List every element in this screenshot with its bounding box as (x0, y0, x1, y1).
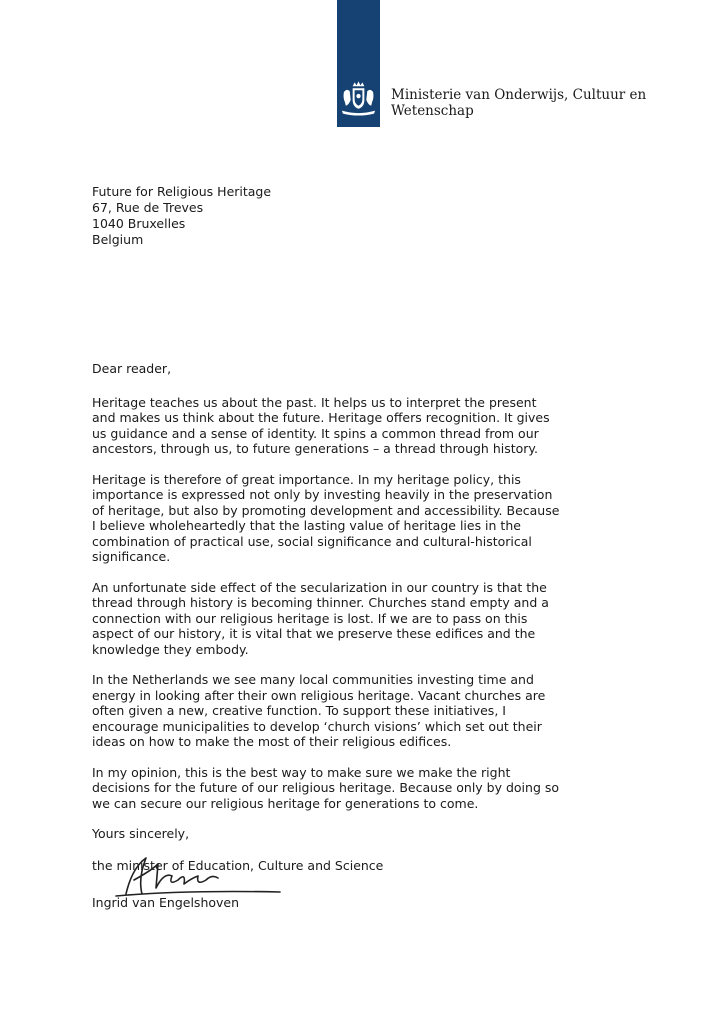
coat-of-arms-icon (339, 78, 378, 118)
ministry-name-line2: Wetenschap (391, 103, 474, 119)
ministry-name (391, 87, 646, 119)
ministry-logo-bar (337, 0, 380, 127)
signer-name: Ingrid van Engelshoven (92, 895, 240, 910)
ministry-name-line1: Ministerie van Onderwijs, Cultuur en (391, 87, 647, 103)
paragraph-2: Heritage is therefore of great importance. In my heritage policy, this importance is expressed not only by investing heavily in the preservation of heritage, but also by promoting development and accessibility. Because I believe wholeheartedly that the lasting value of heritage lies in the combination of practical use, social significance and cultural-historical significance. (92, 471, 560, 564)
address-line-2: 67, Rue de Treves (92, 200, 204, 215)
address-line-4: Belgium (92, 232, 144, 247)
paragraph-1: Heritage teaches us about the past. It helps us to interpret the present and makes us think about the future. Heritage offers recognition. It gives us guidance and a sense of identity. It spins a common thread from our ancestors, through us, to future generations – a thread through history. (92, 394, 550, 456)
salutation: Dear reader, (92, 361, 172, 376)
address-line-1: Future for Religious Heritage (92, 184, 272, 199)
recipient-address (92, 184, 271, 248)
paragraph-5: In my opinion, this is the best way to make sure we make the right decisions for the future of our religious heritage. Because only by doing so we can secure our religious heritage for generations to come. (92, 764, 560, 811)
address-line-3: 1040 Bruxelles (92, 216, 186, 231)
paragraph-4: In the Netherlands we see many local communities investing time and energy in looking after their own religious heritage. Vacant churches are often given a new, creative function. To support these initiatives, I encourage municipalities to develop ‘church visions’ which set out their ideas on how to make the most of their religious edifices. (92, 672, 546, 749)
letter-body (92, 361, 562, 873)
paragraph-3: An unfortunate side effect of the secularization in our country is that the thread through history is becoming thinner. Churches stand empty and a connection with our religious heritage is lost. If we are to pass on this aspect of our history, it is vital that we preserve these edifices and the knowledge they embody. (92, 579, 549, 657)
minister-title: the minister of Education, Culture and Science (92, 857, 384, 873)
closing: Yours sincerely, (92, 826, 190, 841)
